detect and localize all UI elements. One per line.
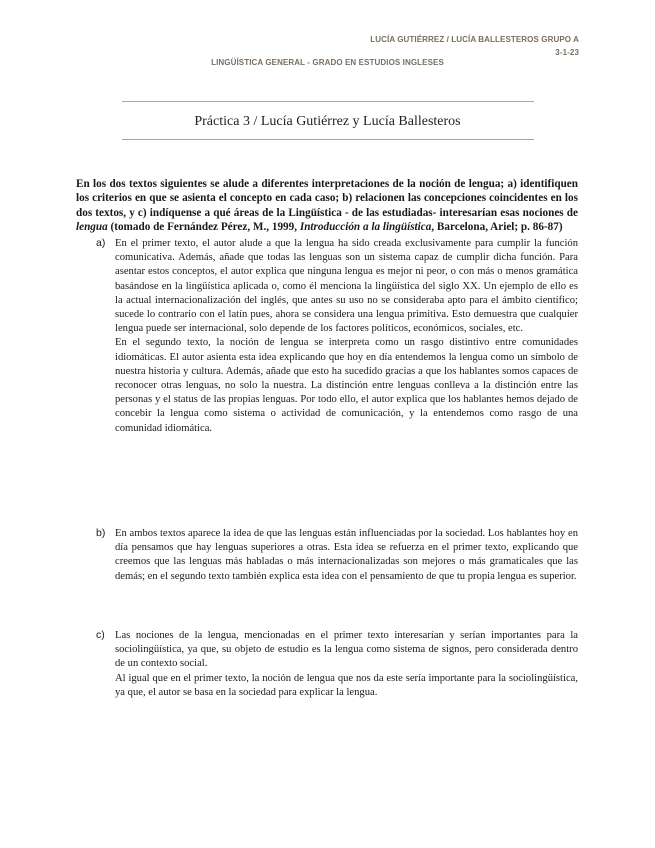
prompt-text-2: (tomado de Fernández Pérez, M., 1999, [107, 220, 300, 233]
answer-paragraph: Al igual que en el primer texto, la noción de lengua que nos da este sería importante para la sociolingüística, ya que, el autor se basa en la sociedad para explicar la lengua. [115, 672, 578, 698]
prompt-italic-lengua: lengua [76, 220, 108, 233]
title-rule-top [122, 101, 534, 102]
header-course: LINGÜÍSTICA GENERAL - GRADO EN ESTUDIOS INGLESES [211, 58, 444, 67]
answer-item-a [96, 237, 578, 436]
list-marker: b) [96, 527, 106, 539]
assignment-prompt [76, 177, 578, 234]
prompt-text-3: , Barcelona, Ariel; p. 86-87) [431, 220, 563, 233]
header-authors-group: LUCÍA GUTIÉRREZ / LUCÍA BALLESTEROS GRUPO A [370, 35, 579, 44]
page-header-right [370, 33, 579, 59]
header-date: 3-1-23 [555, 48, 579, 57]
answer-paragraph: En ambos textos aparece la idea de que las lenguas están influenciadas por la sociedad. Los hablantes hoy en día pensamos que hay lenguas superiores a otras. Esta idea se refuerza en el primer texto, explicando que creemos que las lenguas más habladas o más internacionalizadas son mejores o más gramaticales que las demás; en el segundo texto también explica esta idea con el pensamiento de que tu propia lengua es superior. [115, 528, 578, 582]
answer-item-c [96, 629, 578, 700]
list-marker: c) [96, 629, 105, 641]
answer-paragraph: Las nociones de la lengua, mencionadas en el primer texto interesarían y serían importantes para la sociolingüística, ya que, su objeto de estudio es la lengua como sistema de signos, pero considerada dentro de un contexto social. [115, 630, 578, 670]
prompt-text-1: En los dos textos siguientes se alude a diferentes interpretaciones de la noción de lengua; a) identifiquen los criterios en que se asienta el concepto en cada caso; b) relacionen las concepciones coincidentes en los dos textos, y c) indíquense a qué áreas de la Lingüística - de las estudiadas- interesarían esas nociones de [76, 178, 578, 219]
answer-paragraph: En el primer texto, el autor alude a que la lengua ha sido creada exclusivamente para cumplir la función comunicativa. Además, añade que todas las lenguas son un sistema capaz de cumplir dicha función. Para asentar estos conceptos, el autor explica que ninguna lengua es mejor ni peor, o con más o menos gramática basándose en la lingüística aplicada o, como él menciona la lingüística del siglo XX. Un ejemplo de ello es la actual internacionalización del inglés, que antes su uso no se consideraba apto para el ámbito científico; sucede lo contrario con el latín pues, ahora se considera una lengua primitiva. Esto demuestra que cualquier lengua puede ser internacional, solo depende de los factores políticos, económicos, sociales, etc. [115, 238, 578, 335]
document-title: Práctica 3 / Lucía Gutiérrez y Lucía Ballesteros [194, 114, 461, 129]
title-rule-bottom [122, 139, 534, 140]
answer-item-b [96, 527, 578, 584]
prompt-italic-book-title: Introducción a la lingüística [299, 220, 432, 233]
list-marker: a) [96, 237, 106, 249]
answer-paragraph: En el segundo texto, la noción de lengua se interpreta como un rasgo distintivo entre comunidades idiomáticas. El autor asienta esta idea explicando que hoy en día entendemos la lengua como un símbolo de nuestra historia y cultura. Además, añade que esto ha sucedido gracias a que los hablantes somos capaces de reconocer otras lenguas, no solo la nuestra. La distinción entre lenguas conlleva a la distinción entre las personas y el status de las propias lenguas. Por todo ello, el autor explica que los hablantes hemos dejado de concebir la lengua como sistema o actividad de comunicación, y la entendemos como rasgo de una comunidad idiomática. [115, 337, 578, 434]
